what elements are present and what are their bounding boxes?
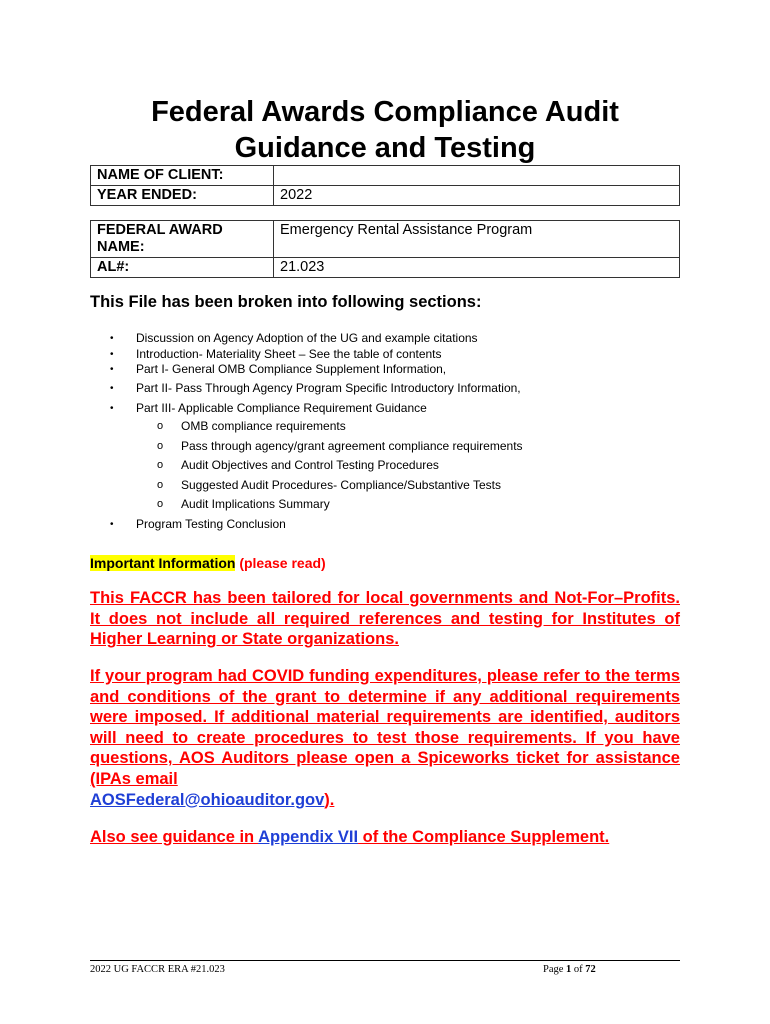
please-read-note: (please read) <box>235 555 326 571</box>
important-information-heading <box>90 555 326 571</box>
table-row <box>91 186 680 206</box>
award-info-table <box>90 220 680 278</box>
circle-bullet-icon: o <box>157 498 164 511</box>
document-title <box>90 94 680 166</box>
list-item-text: Part II- Pass Through Agency Program Specific Introductory Information, <box>136 381 521 395</box>
sub-list-item-text: Audit Implications Summary <box>181 497 330 512</box>
email-link[interactable]: AOSFederal@ohioauditor.gov <box>90 790 325 809</box>
covid-notice-end: ). <box>324 790 335 809</box>
covid-notice-text: If your program had COVID funding expenditures, please refer to the terms and conditions of the grant to determine if any additional requirements were imposed. If additional material requirements are identified, auditors will need to create procedures to test those requirements. If you have questions, AOS Auditors please open a Spiceworks ticket for assistance (IPAs email <box>90 667 680 788</box>
list-item <box>90 401 523 512</box>
footer-page-number <box>543 964 596 975</box>
appendix-link[interactable]: Appendix VII <box>258 828 359 846</box>
bullet-icon: • <box>110 348 114 360</box>
sub-list <box>136 419 523 512</box>
table-row <box>91 221 680 258</box>
current-page: 1 <box>566 964 572 975</box>
circle-bullet-icon: o <box>157 459 164 472</box>
covid-notice <box>90 666 680 810</box>
list-item <box>90 381 523 396</box>
client-name-value <box>274 166 680 186</box>
of-word: of <box>571 964 586 975</box>
sub-list-item-text: OMB compliance requirements <box>181 419 346 433</box>
scope-notice: This FACCR has been tailored for local governments and Not-For–Profits. It does not include all required references and testing for Institutes of Higher Learning or State organizations. <box>90 589 680 649</box>
appendix-notice-start: Also see guidance in <box>90 828 259 846</box>
al-number-label: AL#: <box>91 258 274 278</box>
year-ended-value: 2022 <box>274 186 680 206</box>
footer-document-id: 2022 UG FACCR ERA #21.023 <box>90 964 225 975</box>
table-row <box>91 258 680 278</box>
bullet-icon: • <box>110 383 114 394</box>
sub-list-item <box>90 458 523 473</box>
footer-divider <box>90 960 680 961</box>
sub-list-item-text: Pass through agency/grant agreement compliance requirements <box>181 438 523 453</box>
bullet-icon: • <box>110 403 114 414</box>
client-name-label: NAME OF CLIENT: <box>91 166 274 186</box>
client-info-table <box>90 165 680 206</box>
circle-bullet-icon: o <box>157 420 164 432</box>
sub-list-item <box>90 419 523 434</box>
sub-list-item-text: Suggested Audit Procedures- Compliance/Substantive Tests <box>181 477 501 492</box>
list-item-text: Part III- Applicable Compliance Requirement Guidance <box>136 401 427 415</box>
sub-list-item <box>90 478 523 493</box>
page-word: Page <box>543 964 567 975</box>
list-item-text: Program Testing Conclusion <box>136 516 286 531</box>
bullet-icon: • <box>110 333 114 344</box>
appendix-notice-end: of the Compliance Supplement. <box>358 828 610 846</box>
bullet-icon: • <box>110 364 114 375</box>
table-row <box>91 166 680 186</box>
circle-bullet-icon: o <box>157 478 164 491</box>
list-item <box>90 362 523 377</box>
list-item-text: Discussion on Agency Adoption of the UG and example citations <box>136 331 478 345</box>
sections-heading: This File has been broken into following sections: <box>90 293 482 311</box>
al-number-value: 21.023 <box>274 258 680 278</box>
circle-bullet-icon: o <box>157 439 164 452</box>
list-item <box>90 347 523 362</box>
title-line-2: Guidance and Testing <box>234 132 536 164</box>
appendix-notice <box>90 827 680 848</box>
important-label: Important Information <box>90 555 236 571</box>
list-item <box>90 331 523 346</box>
sub-list-item-text: Audit Objectives and Control Testing Procedures <box>181 458 439 473</box>
award-name-label: FEDERAL AWARD NAME: <box>91 221 274 258</box>
list-item-text: Part I- General OMB Compliance Supplement Information, <box>136 362 447 376</box>
award-name-value: Emergency Rental Assistance Program <box>274 221 680 258</box>
title-line-1: Federal Awards Compliance Audit <box>151 96 619 128</box>
sub-list-item <box>90 497 523 512</box>
year-ended-label: YEAR ENDED: <box>91 186 274 206</box>
list-item-text: Introduction- Materiality Sheet – See the table of contents <box>136 346 442 361</box>
sections-list <box>90 331 523 532</box>
total-pages: 72 <box>585 964 596 975</box>
list-item <box>90 517 523 532</box>
bullet-icon: • <box>110 518 114 530</box>
sub-list-item <box>90 439 523 454</box>
